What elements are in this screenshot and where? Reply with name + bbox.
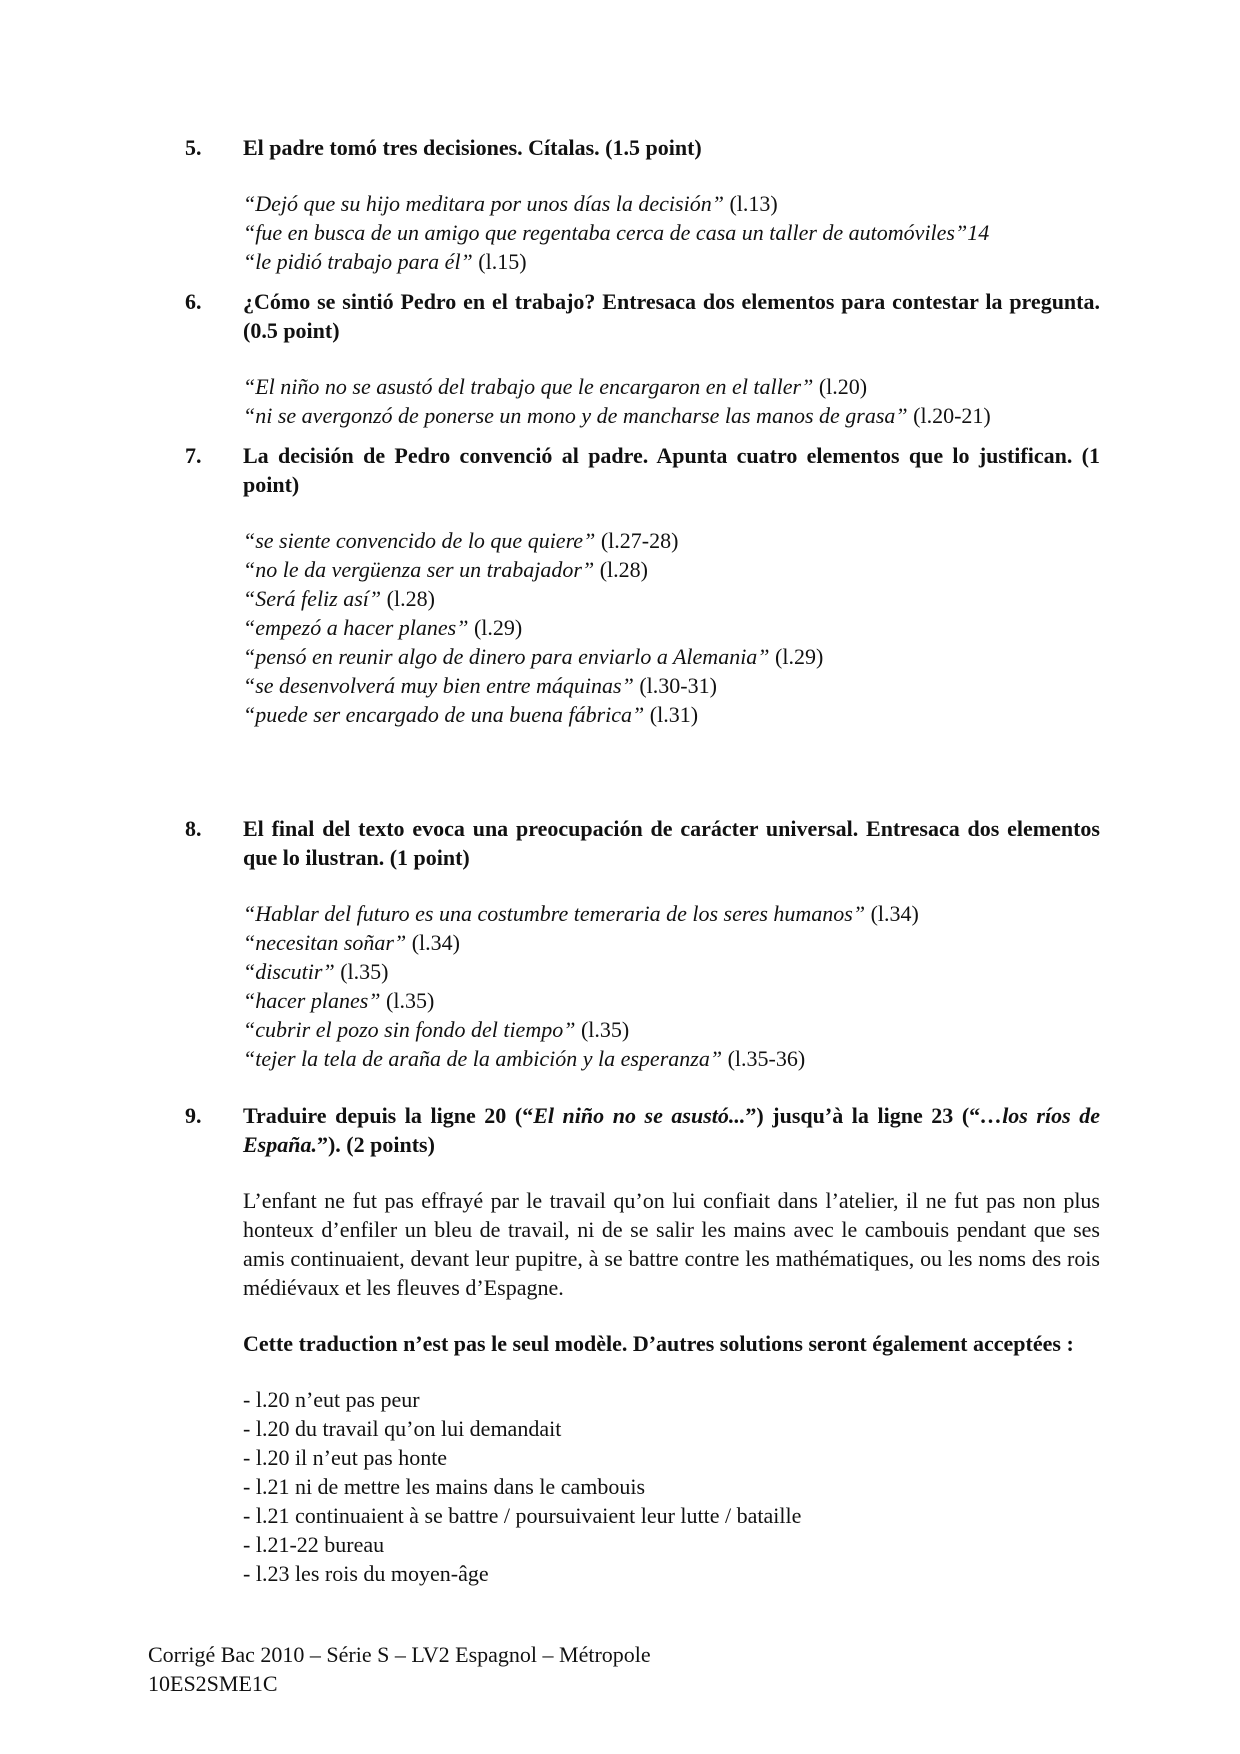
line-reference: (l.35)	[386, 988, 435, 1013]
line-reference: (l.28)	[386, 586, 435, 611]
line-reference: (l.35)	[340, 959, 389, 984]
answer-quote: “necesitan soñar”	[243, 930, 407, 955]
title-italic-part: …los ríos de España.	[243, 1103, 1101, 1157]
answer-line	[243, 642, 1100, 671]
answer-quote: “empezó a hacer planes”	[243, 615, 469, 640]
question-number: 7.	[185, 443, 202, 468]
answer-quote: “El niño no se asustó del trabajo que le encargaron en el taller”	[243, 374, 814, 399]
question-number: 5.	[185, 135, 202, 160]
answer-quote: “Será feliz así”	[243, 586, 382, 611]
question-title: La decisión de Pedro convenció al padre. Apunta cuatro elementos que lo justifican. (1 point)	[243, 443, 1100, 497]
title-part: Traduire depuis la ligne 20 (“	[243, 1103, 534, 1128]
question-heading	[185, 814, 1100, 872]
answer-quote: “puede ser encargado de una buena fábrica”	[243, 702, 645, 727]
line-reference: (l.28)	[599, 557, 648, 582]
variant-item: - l.20 n’eut pas peur	[243, 1387, 420, 1412]
answer-line	[243, 1015, 1100, 1044]
answer-line	[243, 526, 1100, 555]
title-italic-part: El niño no se asustó...	[533, 1103, 746, 1128]
answer-line	[243, 613, 1100, 642]
answer-line	[243, 700, 1100, 729]
answer-line	[243, 899, 1100, 928]
question-heading	[185, 441, 1100, 499]
answer-quote: “hacer planes”	[243, 988, 381, 1013]
answer-quote: “le pidió trabajo para él”	[243, 249, 473, 274]
answer-line	[243, 247, 1100, 276]
grading-note: Cette traduction n’est pas le seul modèle. D’autres solutions seront également acceptées :	[243, 1331, 1074, 1356]
answer-line	[243, 928, 1100, 957]
question-8	[185, 814, 1100, 1073]
question-heading	[185, 133, 1100, 162]
answer-quote: “tejer la tela de araña de la ambición y la esperanza”	[243, 1046, 723, 1071]
answer-quote: “pensó en reunir algo de dinero para enviarlo a Alemania”	[243, 644, 770, 669]
question-number: 6.	[185, 289, 202, 314]
question-9	[185, 1101, 1100, 1588]
answer-quote: “ni se avergonzó de ponerse un mono y de mancharse las manos de grasa”	[243, 403, 908, 428]
title-part: ”). (2 points)	[316, 1132, 435, 1157]
variant-item: - l.20 du travail qu’on lui demandait	[243, 1416, 562, 1441]
question-5	[185, 133, 1100, 276]
question-heading	[185, 287, 1100, 345]
answer-list	[243, 372, 1100, 430]
answer-line	[243, 1044, 1100, 1073]
answer-line	[243, 372, 1100, 401]
line-reference: (l.20-21)	[913, 403, 991, 428]
answer-line	[243, 671, 1100, 700]
answer-line	[243, 584, 1100, 613]
answer-list	[243, 526, 1100, 729]
line-reference: (l.29)	[775, 644, 824, 669]
title-part: ”) jusqu’à la ligne 23 (“	[745, 1103, 981, 1128]
answer-line	[243, 401, 1100, 430]
answer-quote: “no le da vergüenza ser un trabajador”	[243, 557, 595, 582]
question-number: 8.	[185, 816, 202, 841]
variant-item: - l.21-22 bureau	[243, 1532, 385, 1557]
line-reference: (l.15)	[478, 249, 527, 274]
line-reference: (l.35-36)	[727, 1046, 806, 1071]
answer-line	[243, 957, 1100, 986]
variant-item: - l.23 les rois du moyen-âge	[243, 1561, 489, 1586]
question-title	[243, 1101, 1100, 1159]
answer-list	[243, 899, 1100, 1073]
variant-item: - l.21 continuaient à se battre / poursuivaient leur lutte / bataille	[243, 1503, 802, 1528]
page-footer	[148, 1640, 651, 1698]
line-reference: (l.34)	[411, 930, 460, 955]
answer-quote: “cubrir el pozo sin fondo del tiempo”	[243, 1017, 576, 1042]
answer-quote: “Hablar del futuro es una costumbre temeraria de los seres humanos”	[243, 901, 866, 926]
answer-quote: “discutir”	[243, 959, 335, 984]
line-reference: (l.20)	[818, 374, 868, 399]
answer-quote: “se desenvolverá muy bien entre máquinas”	[243, 673, 634, 698]
accepted-variants-list	[243, 1385, 1100, 1588]
line-reference: (l.30-31)	[639, 673, 717, 698]
answer-quote: “Dejó que su hijo meditara por unos días la decisión”	[243, 191, 724, 216]
question-6	[185, 287, 1100, 430]
question-heading	[185, 1101, 1100, 1159]
footer-title: Corrigé Bac 2010 – Série S – LV2 Espagnol – Métropole	[148, 1642, 651, 1667]
answer-line	[243, 218, 1100, 247]
line-reference: (l.27-28)	[600, 528, 679, 553]
question-7	[185, 441, 1100, 729]
translation-paragraph: L’enfant ne fut pas effrayé par le travail qu’on lui confiait dans l’atelier, il ne fut pas non plus honteux d’enfiler un bleu de travail, ni de se salir les mains avec le cambouis pendant que ses amis continuaient, devant leur pupitre, à se battre contre les mathématiques, ou les noms des rois médiévaux et les fleuves d’Espagne.	[243, 1188, 1100, 1300]
line-reference: (l.31)	[649, 702, 699, 727]
line-reference: (l.13)	[729, 191, 778, 216]
answer-quote: “fue en busca de un amigo que regentaba cerca de casa un taller de automóviles”14	[243, 220, 990, 245]
footer-code: 10ES2SME1C	[148, 1671, 278, 1696]
line-reference: (l.35)	[580, 1017, 630, 1042]
question-title: ¿Cómo se sintió Pedro en el trabajo? Entresaca dos elementos para contestar la pregunta. (0.5 point)	[243, 289, 1100, 343]
answer-list	[243, 189, 1100, 276]
answer-line	[243, 189, 1100, 218]
question-title: El padre tomó tres decisiones. Cítalas. (1.5 point)	[243, 135, 702, 160]
line-reference: (l.29)	[473, 615, 523, 640]
answer-quote: “se siente convencido de lo que quiere”	[243, 528, 596, 553]
question-title: El final del texto evoca una preocupación de carácter universal. Entresaca dos elementos que lo ilustran. (1 point)	[243, 816, 1100, 870]
question-number: 9.	[185, 1103, 202, 1128]
line-reference: (l.34)	[870, 901, 919, 926]
answer-line	[243, 986, 1100, 1015]
answer-line	[243, 555, 1100, 584]
variant-item: - l.20 il n’eut pas honte	[243, 1445, 448, 1470]
variant-item: - l.21 ni de mettre les mains dans le cambouis	[243, 1474, 646, 1499]
